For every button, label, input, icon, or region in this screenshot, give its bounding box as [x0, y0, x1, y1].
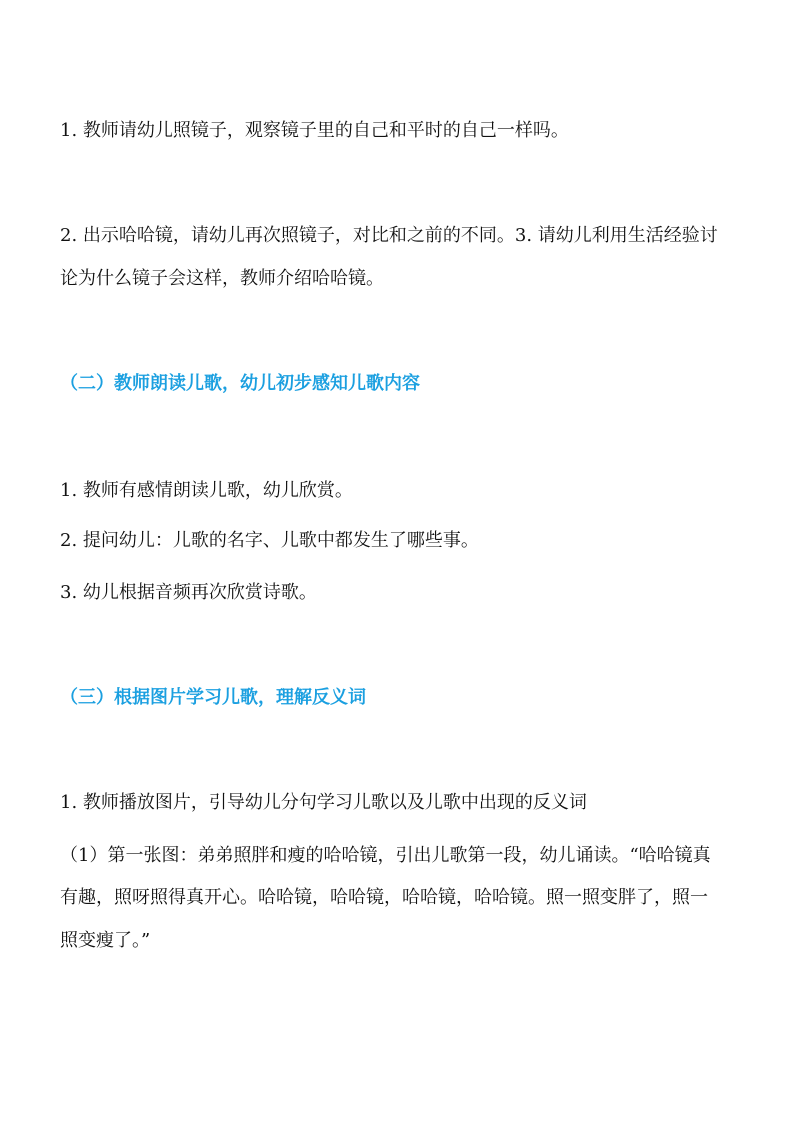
paragraph-2-line-1: 2. 出示哈哈镜，请幼儿再次照镜子，对比和之前的不同。3. 请幼儿利用生活经验讨: [60, 225, 718, 246]
section-3-sub-1-line-2: 有趣，照呀照得真开心。哈哈镜，哈哈镜，哈哈镜，哈哈镜。照一照变胖了，照一: [60, 887, 708, 908]
section-2-item-3: 3. 幼儿根据音频再次欣赏诗歌。: [60, 582, 317, 603]
section-2-item-1: 1. 教师有感情朗读儿歌，幼儿欣赏。: [60, 480, 353, 501]
section-3-heading: （三）根据图片学习儿歌，理解反义词: [60, 687, 366, 708]
section-2-item-2: 2. 提问幼儿：儿歌的名字、儿歌中都发生了哪些事。: [60, 530, 479, 551]
section-3-item-1: 1. 教师播放图片，引导幼儿分句学习儿歌以及儿歌中出现的反义词: [60, 792, 587, 813]
section-3-sub-1-line-3: 照变瘦了。”: [60, 930, 151, 951]
paragraph-1: 1. 教师请幼儿照镜子，观察镜子里的自己和平时的自己一样吗。: [60, 120, 569, 141]
section-3-sub-1-line-1: （1）第一张图：弟弟照胖和瘦的哈哈镜，引出儿歌第一段，幼儿诵读。“哈哈镜真: [60, 845, 711, 866]
section-2-heading: （二）教师朗读儿歌，幼儿初步感知儿歌内容: [60, 373, 420, 394]
paragraph-2-line-2: 论为什么镜子会这样，教师介绍哈哈镜。: [60, 268, 384, 289]
